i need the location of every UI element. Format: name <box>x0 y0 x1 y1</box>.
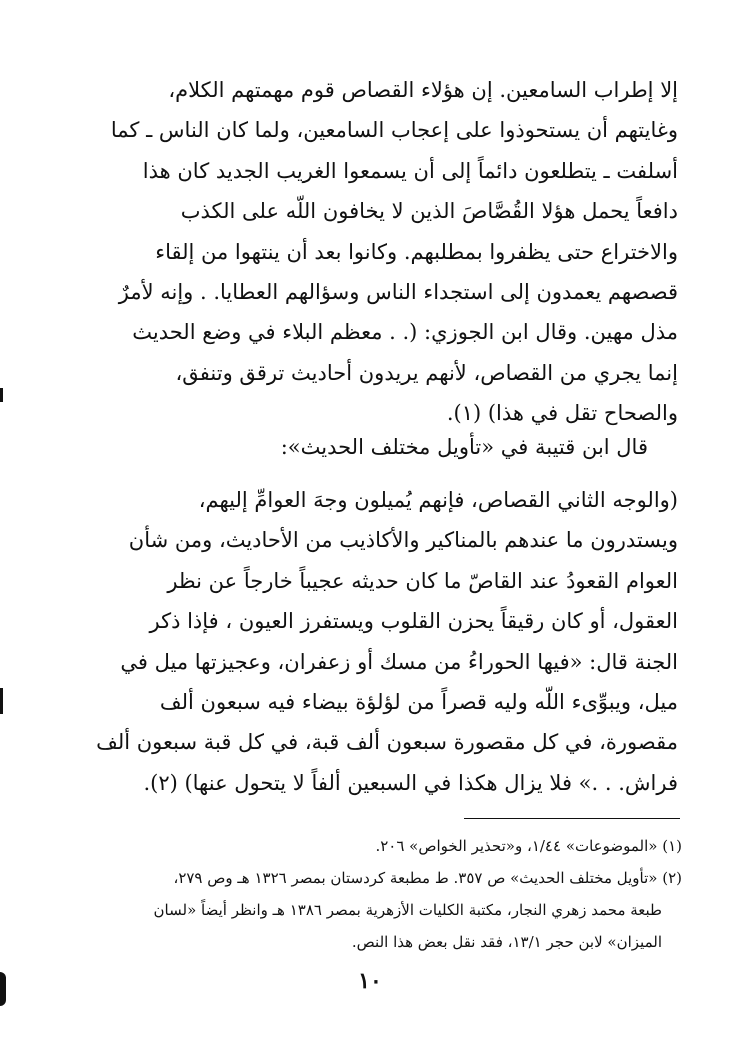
text-line: إنما يجري من القصاص، لأنهم يريدون أحاديث ترقق وتنفق، <box>175 360 678 385</box>
footnote-2-continued: الميزان» لابن حجر ١٣/١، فقد نقل بعض هذا النص. <box>351 933 662 951</box>
text-line: قصصهم يعمدون إلى استجداء الناس وسؤالهم العطايا. . وإنه لأمرٌ <box>118 279 678 304</box>
body-paragraph-2 <box>70 480 678 803</box>
text-line: ميل، ويبوِّىء اللّه وليه قصراً من لؤلؤة بيضاء فيه سبعون ألف <box>159 689 678 714</box>
heading-line: قال ابن قتيبة في «تأويل مختلف الحديث»: <box>280 435 648 459</box>
footnote-2: (٢) «تأويل مختلف الحديث» ص ٣٥٧. ط مطبعة كردستان بمصر ١٣٢٦ هـ وص ٢٧٩، <box>173 869 682 887</box>
text-line: ويستدرون ما عندهم بالمناكير والأكاذيب من الأحاديث، ومن شأن <box>128 528 678 553</box>
text-line: وغايتهم أن يستحوذوا على إعجاب السامعين، ولما كان الناس ـ كما <box>110 118 678 143</box>
text-line: مذل مهين. وقال ابن الجوزي: (. . معظم البلاء في وضع الحديث <box>132 320 678 345</box>
footnote-1: (١) «الموضوعات» ١/٤٤، و«تحذير الخواص» ٢٠٦. <box>375 837 682 855</box>
footnote-2-continued: طبعة محمد زهري النجار، مكتبة الكليات الأزهرية بمصر ١٣٨٦ هـ وانظر أيضاً «لسان <box>153 901 662 919</box>
text-line: مقصورة، في كل مقصورة سبعون ألف قبة، في كل قبة سبعون ألف <box>96 730 678 755</box>
text-line: دافعاً يحمل هؤلا القُصَّاصَ الذين لا يخافون اللّه على الكذب <box>180 199 678 224</box>
page-number: ١٠ <box>358 968 382 994</box>
text-line: فراش. . .» فلا يزال هكذا في السبعين ألفاً لا يتحول عنها) (٢). <box>143 770 678 795</box>
footnote-divider <box>464 818 680 819</box>
scan-edge-mark <box>0 388 3 402</box>
text-line: العوام القعودُ عند القاصّ ما كان حديثه عجيباً خارجاً عن نظر <box>167 568 678 593</box>
scan-edge-mark <box>0 972 6 1006</box>
section-heading <box>70 427 678 467</box>
text-line: الجنة قال: «فيها الحوراءُ من مسك أو زعفران، وعجيزتها ميل في <box>120 649 678 674</box>
footnotes <box>70 830 682 958</box>
text-line: إلا إطراب السامعين. إن هؤلاء القصاص قوم مهمتهم الكلام، <box>168 78 678 102</box>
text-line: والاختراع حتى يظفروا بمطلبهم. وكانوا بعد أن ينتهوا من إلقاء <box>155 239 678 264</box>
body-paragraph-1 <box>70 70 678 434</box>
text-line: أسلفت ـ يتطلعون دائماً إلى أن يسمعوا الغريب الجديد كان هذا <box>142 158 678 183</box>
text-line: والصحاح تقل في هذا) (١). <box>446 401 678 426</box>
text-line: العقول، أو كان رقيقاً يحزن القلوب ويستفرز العيون ، فإذا ذكر <box>149 609 678 634</box>
scan-edge-mark <box>0 688 3 714</box>
text-line: (والوجه الثاني القصاص، فإنهم يُميلون وجهَ العوامِّ إليهم، <box>198 488 678 512</box>
